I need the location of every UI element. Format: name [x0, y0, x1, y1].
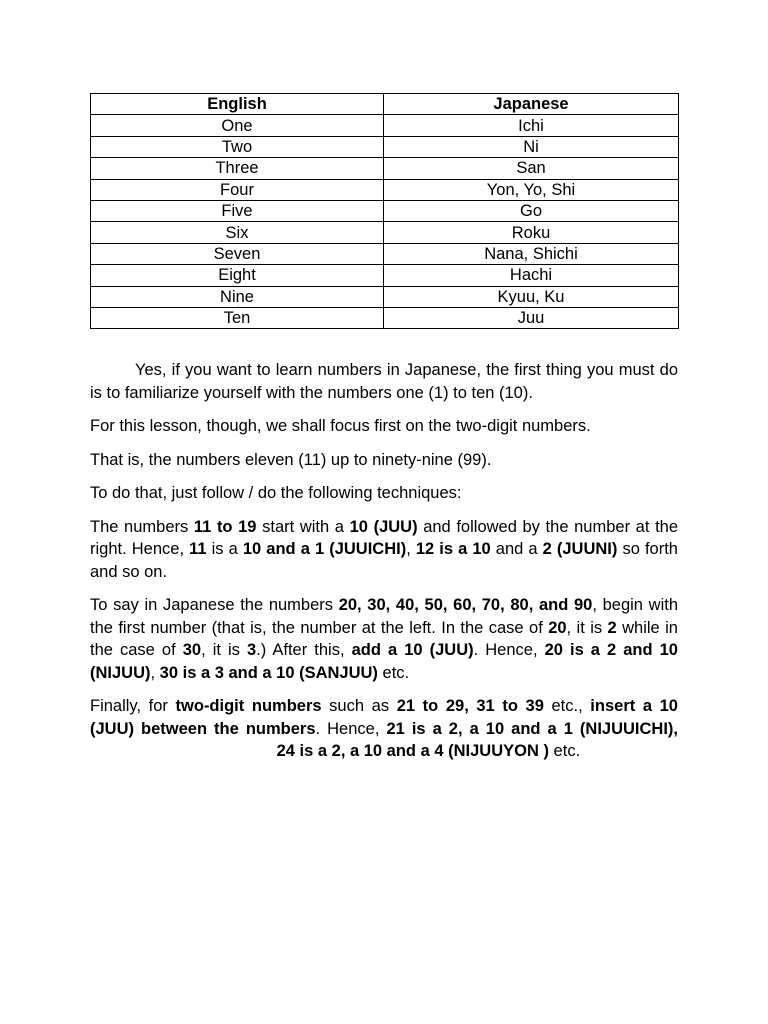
english-cell: Eight [91, 265, 384, 286]
header-english: English [91, 94, 384, 115]
text-run: etc. [377, 663, 410, 682]
paragraph-focus: For this lesson, though, we shall focus first on the two-digit numbers. [90, 417, 591, 436]
japanese-cell: Hachi [384, 265, 679, 286]
text-run: , begin with the first number (that is, the number at the left. In the case of [90, 596, 678, 637]
paragraph-range: That is, the numbers eleven (11) up to ninety-nine (99). [90, 450, 492, 469]
document-page [90, 93, 678, 774]
bold-run: 10 and a 1 (JUUICHI) [242, 540, 407, 559]
lesson-text [90, 359, 678, 763]
paragraph-two-digit [90, 695, 678, 763]
table-row [91, 158, 679, 179]
text-run: , [150, 663, 160, 682]
bold-run: 3 [246, 641, 257, 660]
english-cell: Three [91, 158, 384, 179]
table-row [91, 286, 679, 307]
english-cell: Ten [91, 307, 384, 328]
text-run: so forth and so on. [90, 540, 678, 581]
text-run: and a [490, 540, 543, 559]
text-run: start with a [256, 517, 350, 536]
table-row [91, 243, 679, 264]
table-row [91, 136, 679, 157]
bold-run: 11 to 19 [193, 517, 257, 536]
table-row [91, 265, 679, 286]
text-run: , [406, 540, 416, 559]
bold-run: 30 [182, 641, 202, 660]
bold-run: add a 10 (JUU) [351, 641, 474, 660]
bold-run: 20, 30, 40, 50, 60, 70, 80, and 90 [338, 596, 593, 615]
japanese-cell: Kyuu, Ku [384, 286, 679, 307]
bold-run: 21 is a 2, a 10 and a 1 (NIJUUICHI), [386, 719, 678, 738]
paragraph-eleven-to-nineteen [90, 516, 678, 584]
bold-run: 24 is a 2, a 10 and a 4 (NIJUUYON ) [276, 742, 549, 761]
text-run: The numbers [90, 517, 194, 536]
bold-run: insert a 10 (JUU) between the numbers [90, 697, 678, 738]
table-row [91, 200, 679, 221]
table-row [91, 307, 679, 328]
text-run: To say in Japanese the numbers [90, 596, 339, 615]
text-run: such as [321, 697, 397, 716]
table-header-row [91, 94, 679, 115]
english-cell: One [91, 115, 384, 136]
text-run: is a [206, 540, 243, 559]
english-cell: Two [91, 136, 384, 157]
english-cell: Six [91, 222, 384, 243]
text-run: , it is [566, 618, 608, 637]
table-row [91, 115, 679, 136]
bold-run: 2 [607, 618, 617, 637]
english-cell: Five [91, 200, 384, 221]
text-run: while in the case of [90, 618, 678, 660]
text-run: . Hence, [473, 641, 545, 660]
bold-run: 2 (JUUNI) [542, 540, 618, 559]
japanese-cell: Go [384, 200, 679, 221]
japanese-cell: Nana, Shichi [384, 243, 679, 264]
numbers-table [90, 93, 679, 329]
text-run: .) After this, [256, 641, 352, 660]
paragraph-intro: Yes, if you want to learn numbers in Japanese, the first thing you must do is to familiarize yourself with the numbers one (1) to ten (10). [90, 361, 678, 402]
header-japanese: Japanese [384, 94, 679, 115]
bold-run: two-digit numbers [175, 697, 322, 716]
bold-run: 20 is a 2 and 10 (NIJUU) [90, 641, 678, 682]
japanese-cell: Ichi [384, 115, 679, 136]
japanese-cell: Roku [384, 222, 679, 243]
english-cell: Seven [91, 243, 384, 264]
text-run: Finally, for [90, 697, 176, 716]
text-run: . Hence, [315, 719, 387, 738]
japanese-cell: Yon, Yo, Shi [384, 179, 679, 200]
text-run: , it is [201, 641, 247, 660]
table-row [91, 179, 679, 200]
japanese-cell: San [384, 158, 679, 179]
english-cell: Four [91, 179, 384, 200]
text-run: etc. [548, 742, 581, 761]
bold-run: 20 [548, 618, 567, 637]
bold-run: 11 [189, 540, 207, 559]
paragraph-tens [90, 594, 678, 684]
table-row [91, 222, 679, 243]
paragraph-techniques: To do that, just follow / do the following techniques: [90, 484, 462, 503]
english-cell: Nine [91, 286, 384, 307]
text-run: etc., [543, 697, 591, 716]
bold-run: 30 is a 3 and a 10 (SANJUU) [159, 663, 378, 682]
japanese-cell: Ni [384, 136, 679, 157]
text-run: and followed by the number at the right. Hence, [90, 517, 679, 559]
bold-run: 10 (JUU) [349, 517, 418, 536]
bold-run: 12 is a 10 [415, 540, 491, 559]
bold-run: 21 to 29, 31 to 39 [396, 697, 544, 716]
japanese-cell: Juu [384, 307, 679, 328]
